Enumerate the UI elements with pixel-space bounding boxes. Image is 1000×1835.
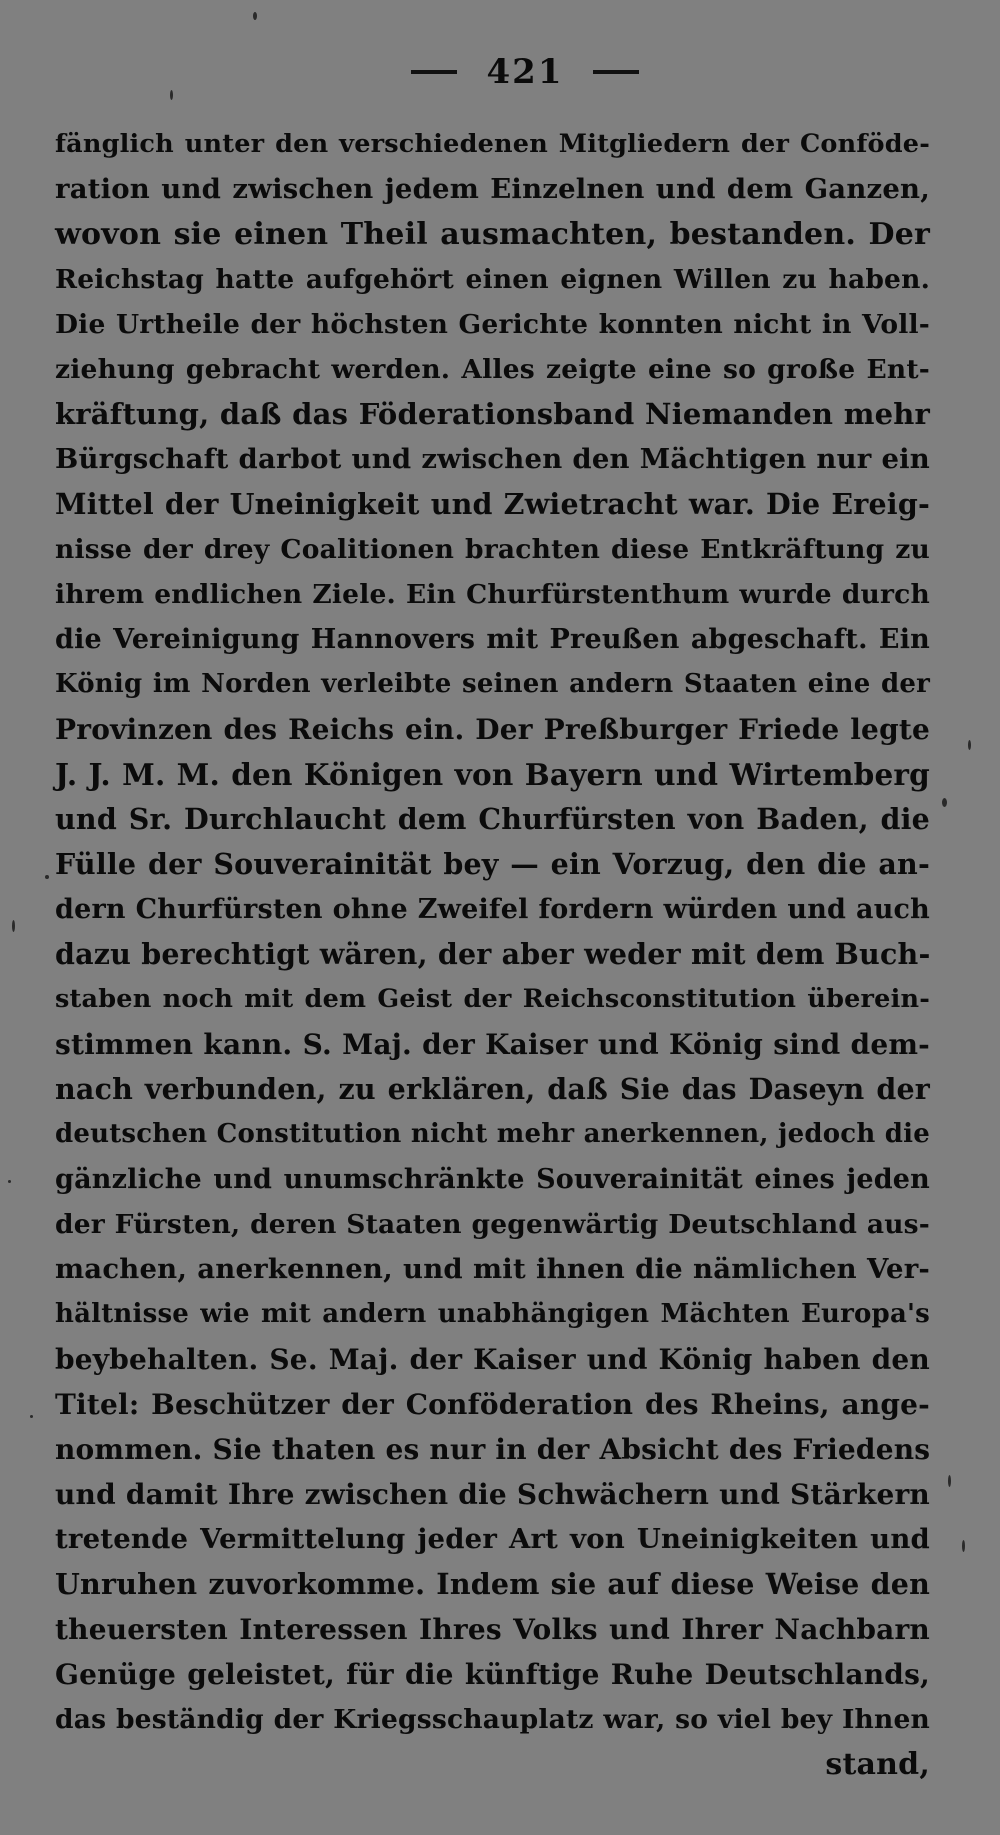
- text-line: dazu berechtigt wären, der aber weder mit dem Buch-: [55, 937, 931, 971]
- text-line: nommen. Sie thaten es nur in der Absicht des Friedens: [55, 1433, 931, 1466]
- scan-speck: [8, 1180, 11, 1183]
- scan-speck: [962, 1540, 965, 1552]
- scan-speck: [968, 740, 971, 750]
- text-line: hältnisse wie mit andern unabhängigen Mächten Europa's: [55, 1299, 930, 1329]
- text-line: J. J. M. M. den Königen von Bayern und Wirtemberg: [55, 757, 930, 792]
- scan-speck: [253, 12, 257, 20]
- text-line: Mittel der Uneinigkeit und Zwietracht war. Die Ereig-: [55, 487, 930, 521]
- text-line: deutschen Constitution nicht mehr anerkennen, jedoch die: [55, 1119, 930, 1149]
- text-line: nach verbunden, zu erklären, daß Sie das Daseyn der: [55, 1072, 930, 1106]
- body-text: [55, 122, 930, 1787]
- text-line: Provinzen des Reichs ein. Der Preßburger Friede legte: [55, 713, 930, 746]
- text-line: Fülle der Souverainität bey — ein Vorzug, den die an-: [55, 847, 930, 881]
- text-line: Titel: Beschützer der Conföderation des Rheins, ange-: [55, 1388, 930, 1421]
- text-line: Die Urtheile der höchsten Gerichte konnten nicht in Voll-: [55, 309, 930, 340]
- text-line: König im Norden verleibte seinen andern Staaten eine der: [55, 669, 930, 699]
- text-line: ihrem endlichen Ziele. Ein Churfürstenthum wurde durch: [55, 579, 930, 610]
- text-line: der Fürsten, deren Staaten gegenwärtig Deutschland aus-: [55, 1209, 930, 1240]
- header-dash-right: [593, 70, 639, 74]
- page-number: 421: [486, 52, 564, 92]
- text-line: Genüge geleistet, für die künftige Ruhe Deutschlands,: [55, 1658, 930, 1691]
- scan-speck: [170, 90, 173, 100]
- text-line: theuersten Interessen Ihres Volks und Ihrer Nachbarn: [55, 1613, 930, 1646]
- text-line-catchword: stand,: [825, 1747, 930, 1782]
- text-line: ziehung gebracht werden. Alles zeigte eine so große Ent-: [55, 354, 930, 385]
- text-line: fänglich unter den verschiedenen Mitgliedern der Conföde-: [55, 129, 930, 159]
- text-line: machen, anerkennen, und mit ihnen die nämlichen Ver-: [55, 1253, 930, 1285]
- text-line: wovon sie einen Theil ausmachten, bestanden. Der: [55, 217, 930, 252]
- text-line: und damit Ihre zwischen die Schwächern und Stärkern: [55, 1478, 930, 1511]
- text-line: gänzliche und unumschränkte Souverainität eines jeden: [55, 1164, 930, 1195]
- text-line: dern Churfürsten ohne Zweifel fordern würden und auch: [55, 894, 930, 925]
- scan-speck: [948, 1475, 951, 1487]
- text-line: staben noch mit dem Geist der Reichsconstitution überein-: [55, 984, 930, 1014]
- text-line: und Sr. Durchlaucht dem Churfürsten von Baden, die: [55, 802, 930, 836]
- text-line: kräftung, daß das Föderationsband Niemanden mehr: [55, 397, 930, 431]
- text-line: Bürgschaft darbot und zwischen den Mächtigen nur ein: [55, 443, 930, 475]
- scan-speck: [45, 875, 49, 879]
- page-header: [380, 42, 670, 102]
- scan-speck: [12, 920, 15, 932]
- header-dash-left: [411, 70, 457, 74]
- text-line: Reichstag hatte aufgehört einen eignen Willen zu haben.: [55, 264, 930, 295]
- text-line: beybehalten. Se. Maj. der Kaiser und König haben den: [55, 1343, 930, 1376]
- text-line: ration und zwischen jedem Einzelnen und dem Ganzen,: [55, 173, 930, 205]
- text-line: die Vereinigung Hannovers mit Preußen abgeschaft. Ein: [55, 624, 930, 655]
- text-line: nisse der drey Coalitionen brachten diese Entkräftung zu: [55, 534, 930, 565]
- text-line: das beständig der Kriegsschauplatz war, so viel bey Ihnen: [55, 1704, 930, 1735]
- text-line: Unruhen zuvorkomme. Indem sie auf diese Weise den: [55, 1567, 930, 1601]
- scan-speck: [30, 1415, 33, 1418]
- scan-speck: [942, 798, 947, 807]
- text-line: tretende Vermittelung jeder Art von Uneinigkeiten und: [55, 1523, 930, 1555]
- text-line: stimmen kann. S. Maj. der Kaiser und König sind dem-: [55, 1028, 930, 1061]
